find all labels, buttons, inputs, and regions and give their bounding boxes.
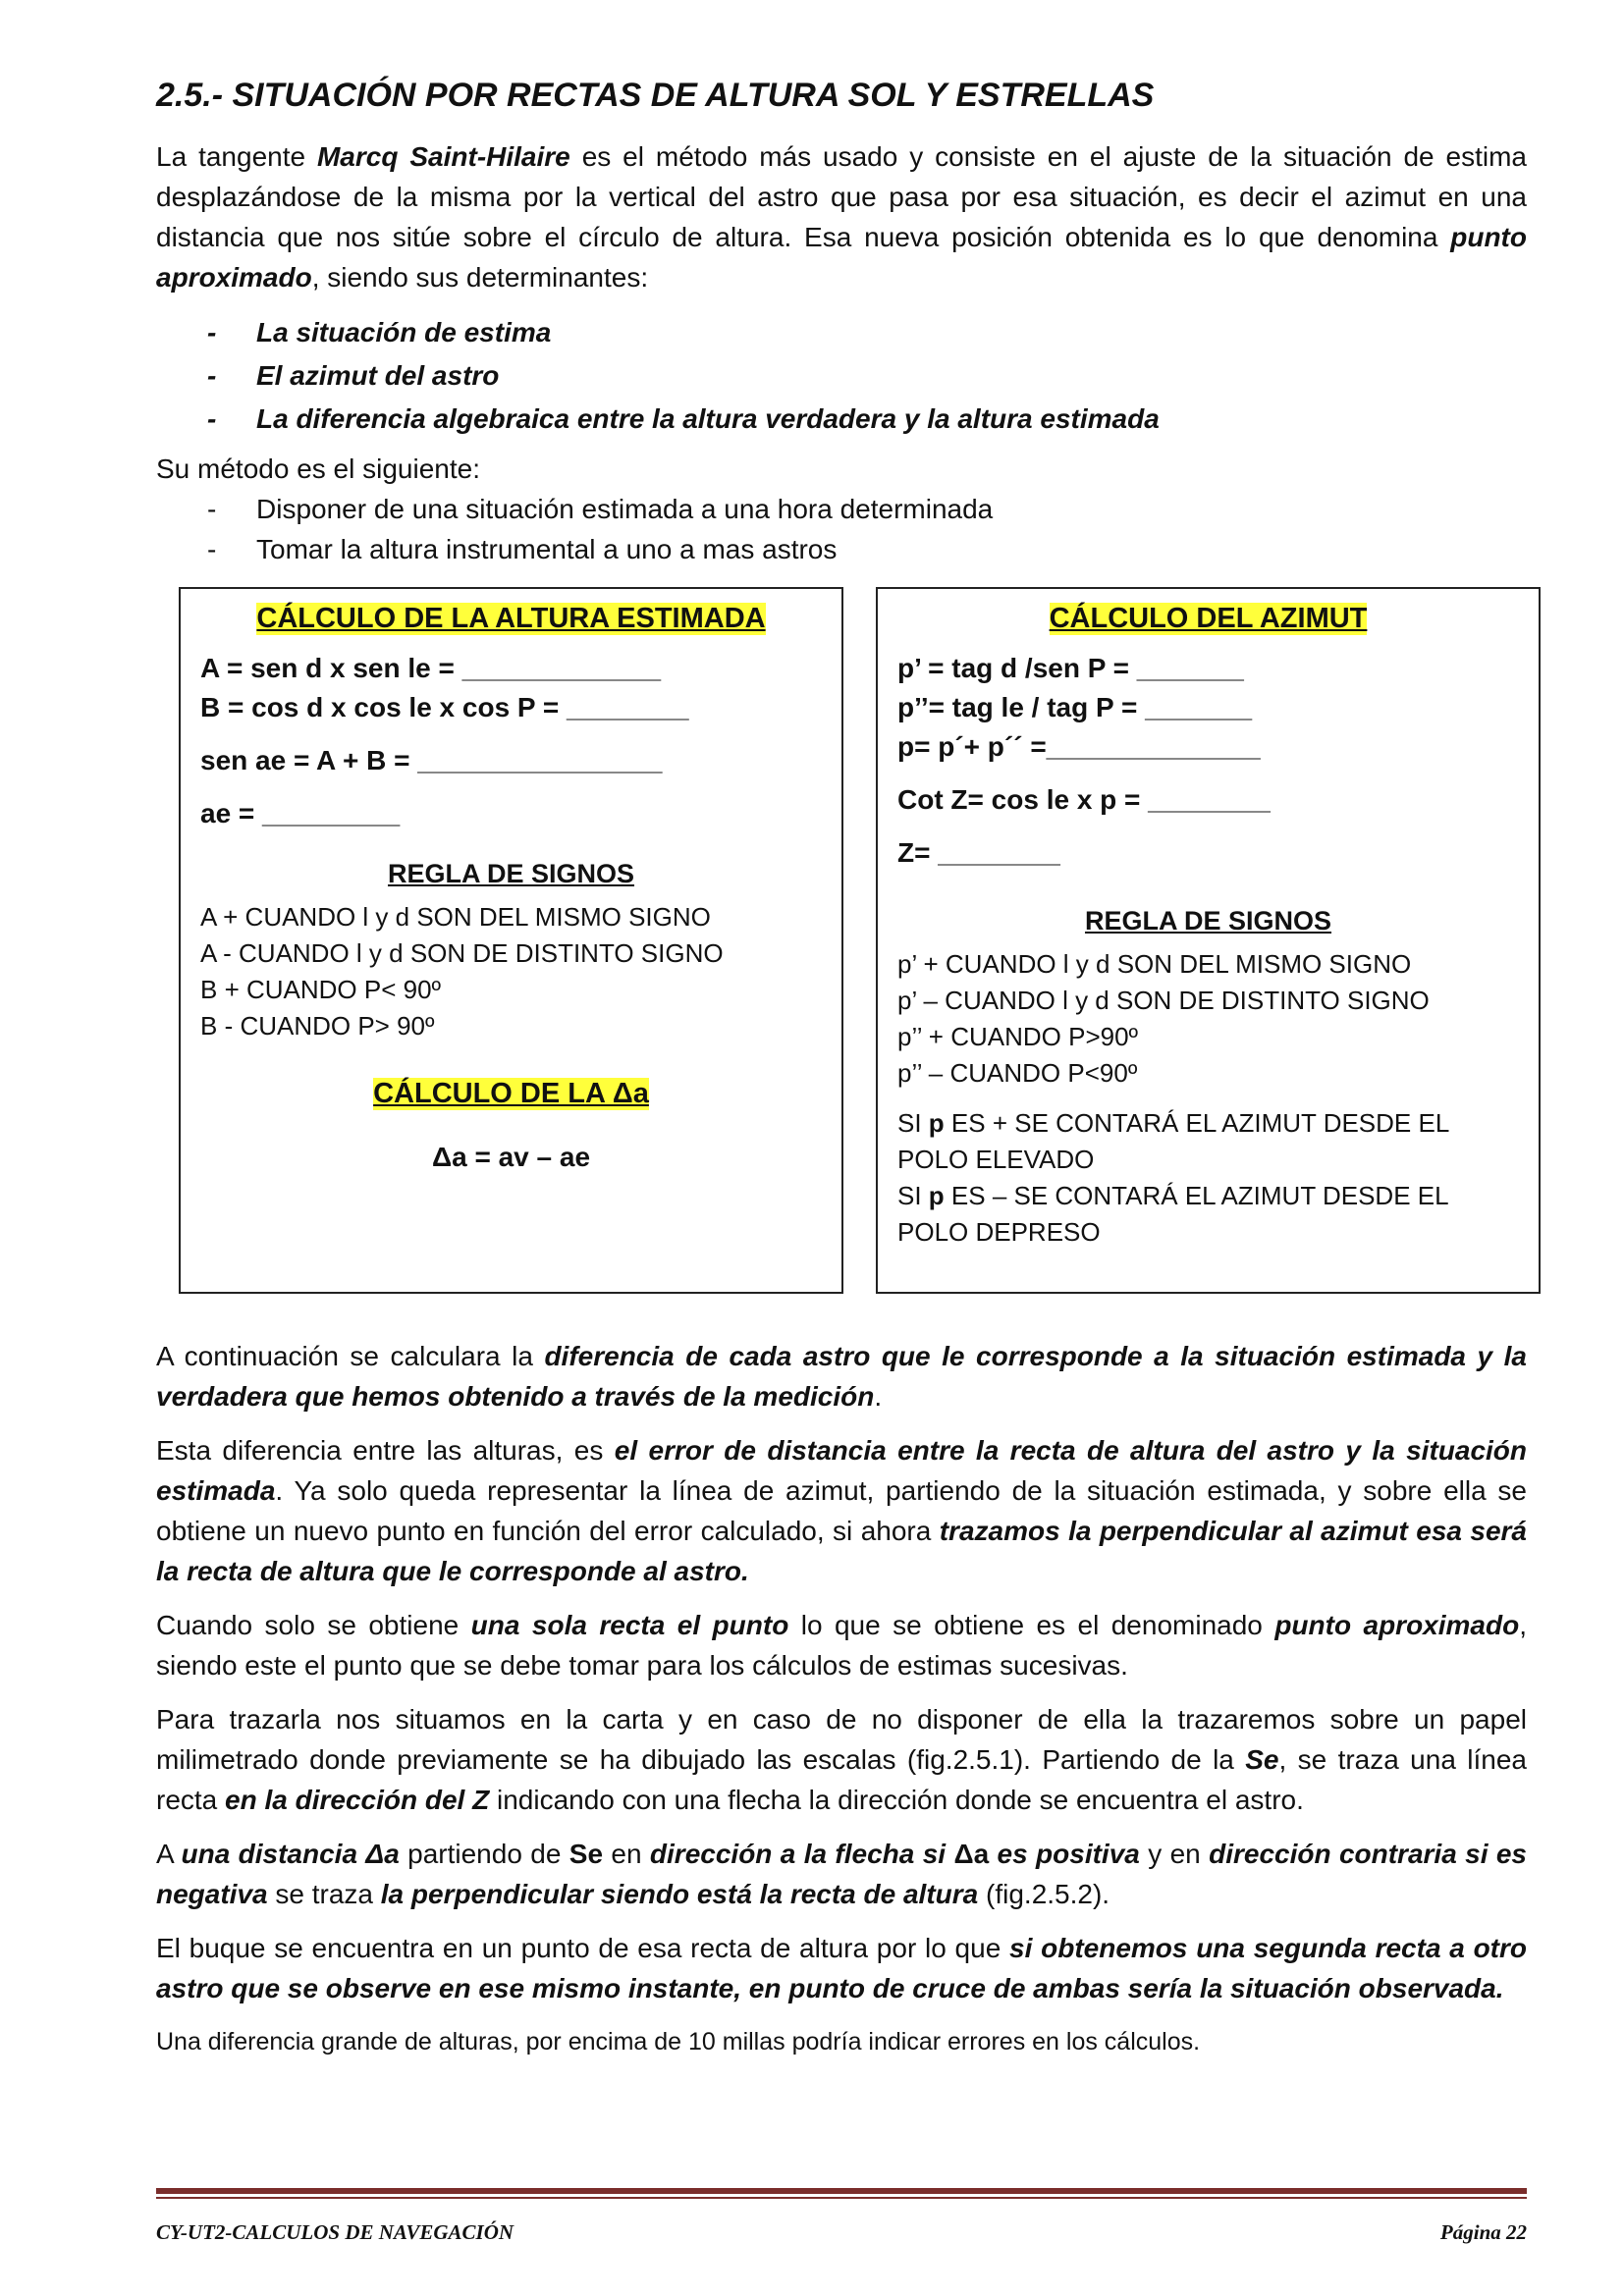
sign-rule: p’ – CUANDO l y d SON DE DISTINTO SIGNO: [897, 986, 1430, 1015]
paragraph: El buque se encuentra en un punto de esa recta de altura por lo que si obtenemos una segunda recta a otro astro que se observe en ese mismo instante, en punto de cruce de ambas sería la situación observada.: [156, 1933, 1527, 2003]
intro-paragraph: La tangente Marcq Saint-Hilaire es el método más usado y consiste en el ajuste de la situación de estima desplazándose de la misma por la vertical del astro que pasa por esa situación, es decir el azimut en una distancia que nos sitúe sobre el círculo de altura. Esa nueva posición obtenida es lo que denomina punto aproximado, siendo sus determinantes:: [156, 141, 1527, 293]
delta-heading: CÁLCULO DE LA Δa: [373, 1078, 649, 1109]
footer-title: CY-UT2-CALCULOS DE NAVEGACIÓN: [156, 2220, 514, 2244]
sign-rule: A - CUANDO l y d SON DE DISTINTO SIGNO: [200, 938, 724, 968]
sign-rule: B + CUANDO P< 90º: [200, 975, 442, 1004]
azimuth-heading: CÁLCULO DEL AZIMUT: [1049, 603, 1368, 634]
list-item: - La situación de estima: [156, 311, 1527, 354]
azimuth-box: [876, 587, 1541, 1294]
paragraph: Cuando solo se obtiene una sola recta el punto lo que se obtiene es el denominado punto aproximado, siendo este el punto que se debe tomar para los cálculos de estimas sucesivas.: [156, 1610, 1527, 1681]
delta-formula: Δa = av – ae: [431, 1142, 591, 1172]
formula-line: B = cos d x cos le x cos P = ________: [200, 692, 689, 722]
formula-line: sen ae = A + B = ________________: [200, 745, 663, 775]
section-title: 2.5.- SITUACIÓN POR RECTAS DE ALTURA SOL Y ESTRELLAS: [156, 77, 1155, 114]
formula-line: p= p´+ p´´ =______________: [897, 731, 1261, 762]
sign-rule: p’’ + CUANDO P>90º: [897, 1022, 1139, 1051]
azimuth-note: SI p ES + SE CONTARÁ EL AZIMUT DESDE EL POLO ELEVADO: [897, 1108, 1449, 1174]
footer-divider-thin: [156, 2197, 1527, 2199]
estimated-altitude-box: [179, 587, 843, 1294]
formula-line: Cot Z= cos le x p = ________: [897, 784, 1271, 815]
paragraph: Esta diferencia entre las alturas, es el error de distancia entre la recta de altura del astro y la situación estimada. Ya solo queda representar la línea de azimut, partiendo de la situación estimada, y sobre ella se obtiene un nuevo punto en función del error calculado, si ahora trazamos la perpendicular al azimut esa será la recta de altura que le corresponde al astro.: [156, 1435, 1527, 1586]
footer-divider: [156, 2188, 1527, 2194]
formula-line: ae = _________: [200, 798, 401, 828]
determinants-list: [156, 311, 1527, 441]
calculation-boxes: [156, 587, 1527, 1308]
document-page: [156, 77, 1527, 2076]
azimuth-note: SI p ES – SE CONTARÁ EL AZIMUT DESDE EL POLO DEPRESO: [897, 1181, 1448, 1247]
method-steps-list: [156, 489, 1527, 569]
paragraph: Una diferencia grande de alturas, por encima de 10 millas podría indicar errores en los cálculos.: [156, 2028, 1201, 2056]
page-number: Página 22: [1439, 2220, 1527, 2244]
list-item: - El azimut del astro: [156, 354, 1527, 398]
formula-line: p’’= tag le / tag P = _______: [897, 692, 1253, 722]
sign-rule: p’’ – CUANDO P<90º: [897, 1058, 1138, 1088]
list-item: - Disponer de una situación estimada a una hora determinada: [156, 489, 1527, 529]
sign-rule: B - CUANDO P> 90º: [200, 1011, 435, 1041]
formula-line: p’ = tag d /sen P = _______: [897, 653, 1244, 683]
formula-line: Z= ________: [897, 837, 1060, 868]
paragraph: Para trazarla nos situamos en la carta y en caso de no disponer de ella la trazaremos sobre un papel milimetrado donde previamente se ha dibujado las escalas (fig.2.5.1). Partiendo de la Se, se traza una línea recta en la dirección del Z indicando con una flecha la dirección donde se encuentra el astro.: [156, 1704, 1527, 1815]
paragraph: A continuación se calculara la diferencia de cada astro que le corresponde a la situación estimada y la verdadera que hemos obtenido a través de la medición.: [156, 1341, 1527, 1412]
estimated-altitude-heading: CÁLCULO DE LA ALTURA ESTIMADA: [256, 603, 766, 634]
list-item: - Tomar la altura instrumental a uno a mas astros: [156, 529, 1527, 569]
sign-rule: A + CUANDO l y d SON DEL MISMO SIGNO: [200, 902, 711, 932]
sign-rule-heading: REGLA DE SIGNOS: [1084, 906, 1332, 935]
paragraph: A una distancia Δa partiendo de Se en dirección a la flecha si Δa es positiva y en dirección contraria si es negativa se traza la perpendicular siendo está la recta de altura (fig.2.5.2).: [156, 1839, 1527, 1909]
sign-rule-heading: REGLA DE SIGNOS: [387, 859, 635, 888]
sign-rule: p’ + CUANDO l y d SON DEL MISMO SIGNO: [897, 949, 1412, 979]
list-item: - La diferencia algebraica entre la altura verdadera y la altura estimada: [156, 398, 1527, 441]
method-intro: Su método es el siguiente:: [156, 454, 480, 484]
formula-line: A = sen d x sen le = _____________: [200, 653, 662, 683]
